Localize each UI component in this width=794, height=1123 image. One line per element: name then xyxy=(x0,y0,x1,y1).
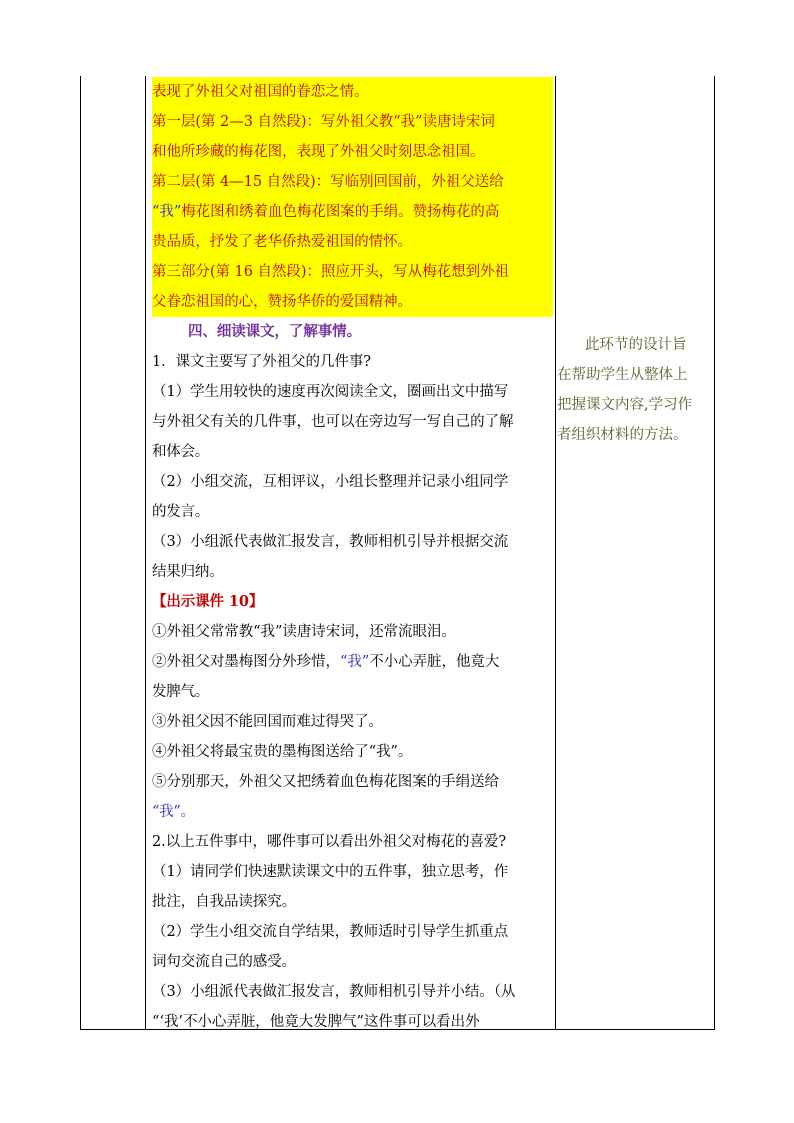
event-item-segment: ④外祖父将最宝贵的墨梅图送给了“我”。 xyxy=(152,744,413,760)
column-divider-left xyxy=(145,76,146,1029)
body-line: 和体会。 xyxy=(152,444,209,460)
highlighted-line xyxy=(152,107,553,137)
body-line: （3）小组派代表做汇报发言，教师相机引导并根据交流 xyxy=(152,534,509,550)
main-content-column xyxy=(152,77,553,1037)
body-line: 2.以上五件事中，哪件事可以看出外祖父对梅花的喜爱? xyxy=(152,834,507,850)
highlighted-line xyxy=(152,197,553,227)
column-divider-right xyxy=(555,76,556,1029)
body-line: （2）学生小组交流自学结果，教师适时引导学生抓重点 xyxy=(152,924,509,940)
design-note-line: 此环节的设计旨 xyxy=(585,337,687,353)
event-item-segment: 发脾气。 xyxy=(152,684,209,700)
event-item xyxy=(152,677,553,707)
highlighted-line-segment: 梅花图和绣着血色梅花图案的手绢。赞扬梅花的高 xyxy=(181,204,500,220)
section-heading: 四、细读课文，了解事情。 xyxy=(188,323,361,340)
event-item-segment: ②外祖父对墨梅图分外珍惜， xyxy=(152,654,340,670)
event-item xyxy=(152,797,553,827)
body-line: 结果归纳。 xyxy=(152,564,224,580)
event-item-segment: “我” xyxy=(339,654,370,670)
highlighted-line xyxy=(152,287,553,317)
design-note-line: 者组织材料的方法。 xyxy=(557,427,688,443)
highlighted-line xyxy=(152,227,553,257)
highlighted-line xyxy=(152,167,553,197)
body-line: 1．课文主要写了外祖父的几件事? xyxy=(152,354,371,370)
highlighted-line-segment: 第一层(第 2—3 自然段)：写外祖父教“我”读唐诗宋词 xyxy=(152,114,495,130)
highlighted-line-segment: 表现了外祖父对祖国的眷恋之情。 xyxy=(152,84,369,100)
event-item-segment: ①外祖父常常教“我”读唐诗宋词，还常流眼泪。 xyxy=(152,624,456,640)
highlighted-line xyxy=(152,137,553,167)
courseware-label: 【出示课件 10】 xyxy=(152,593,264,610)
event-item-segment: “我” xyxy=(152,804,181,820)
body-line: 与外祖父有关的几件事，也可以在旁边写一写自己的了解 xyxy=(152,414,514,430)
body-line: （3）小组派代表做汇报发言，教师相机引导并小结。（从 xyxy=(152,984,516,1000)
events-list xyxy=(152,617,553,827)
event-item-segment: 。 xyxy=(180,804,195,820)
highlighted-line-segment: 和他所珍藏的梅花图，表现了外祖父时刻思念祖国。 xyxy=(152,144,485,160)
highlighted-structure-block xyxy=(152,77,553,317)
event-item-segment: 不小心弄脏，他竟大 xyxy=(369,654,500,670)
body-line: 词句交流自己的感受。 xyxy=(152,954,296,970)
body-line: “‘我’不小心弄脏，他竟大发脾气”这件事可以看出外 xyxy=(152,1014,480,1030)
event-item xyxy=(152,737,553,767)
body-line: （1）学生用较快的速度再次阅读全文，圈画出文中描写 xyxy=(152,384,509,400)
event-item-segment: ⑤分别那天，外祖父又把绣着血色梅花图案的手绢送给 xyxy=(152,774,499,790)
event-item-segment: ③外祖父因不能回国而难过得哭了。 xyxy=(152,714,383,730)
body-line: 的发言。 xyxy=(152,504,209,520)
body-line: （1）请同学们快速默读课文中的五件事，独立思考，作 xyxy=(152,864,509,880)
highlighted-line-segment: 父眷恋祖国的心，赞扬华侨的爱国精神。 xyxy=(152,294,412,310)
event-item xyxy=(152,707,553,737)
event-item xyxy=(152,647,553,677)
event-item xyxy=(152,767,553,797)
body-line: 批注，自我品读探究。 xyxy=(152,894,296,910)
event-item xyxy=(152,617,553,647)
highlighted-line-segment: 第二层(第 4—15 自然段)：写临别回国前，外祖父送给 xyxy=(152,174,504,190)
highlighted-line xyxy=(152,257,553,287)
highlighted-line-segment: 贵品质，抒发了老华侨热爱祖国的情怀。 xyxy=(152,234,412,250)
question-two-block xyxy=(152,827,553,1037)
question-one-block xyxy=(152,347,553,587)
highlighted-line-segment: “我” xyxy=(152,204,182,220)
highlighted-line xyxy=(152,77,553,107)
design-note-line: 在帮助学生从整体上 xyxy=(557,367,688,383)
design-note-line: 把握课文内容,学习作 xyxy=(557,397,693,413)
highlighted-line-segment: 第三部分(第 16 自然段)：照应开头，写从梅花想到外祖 xyxy=(152,264,509,280)
design-notes-column xyxy=(557,330,709,450)
body-line: （2）小组交流，互相评议，小组长整理并记录小组同学 xyxy=(152,474,509,490)
